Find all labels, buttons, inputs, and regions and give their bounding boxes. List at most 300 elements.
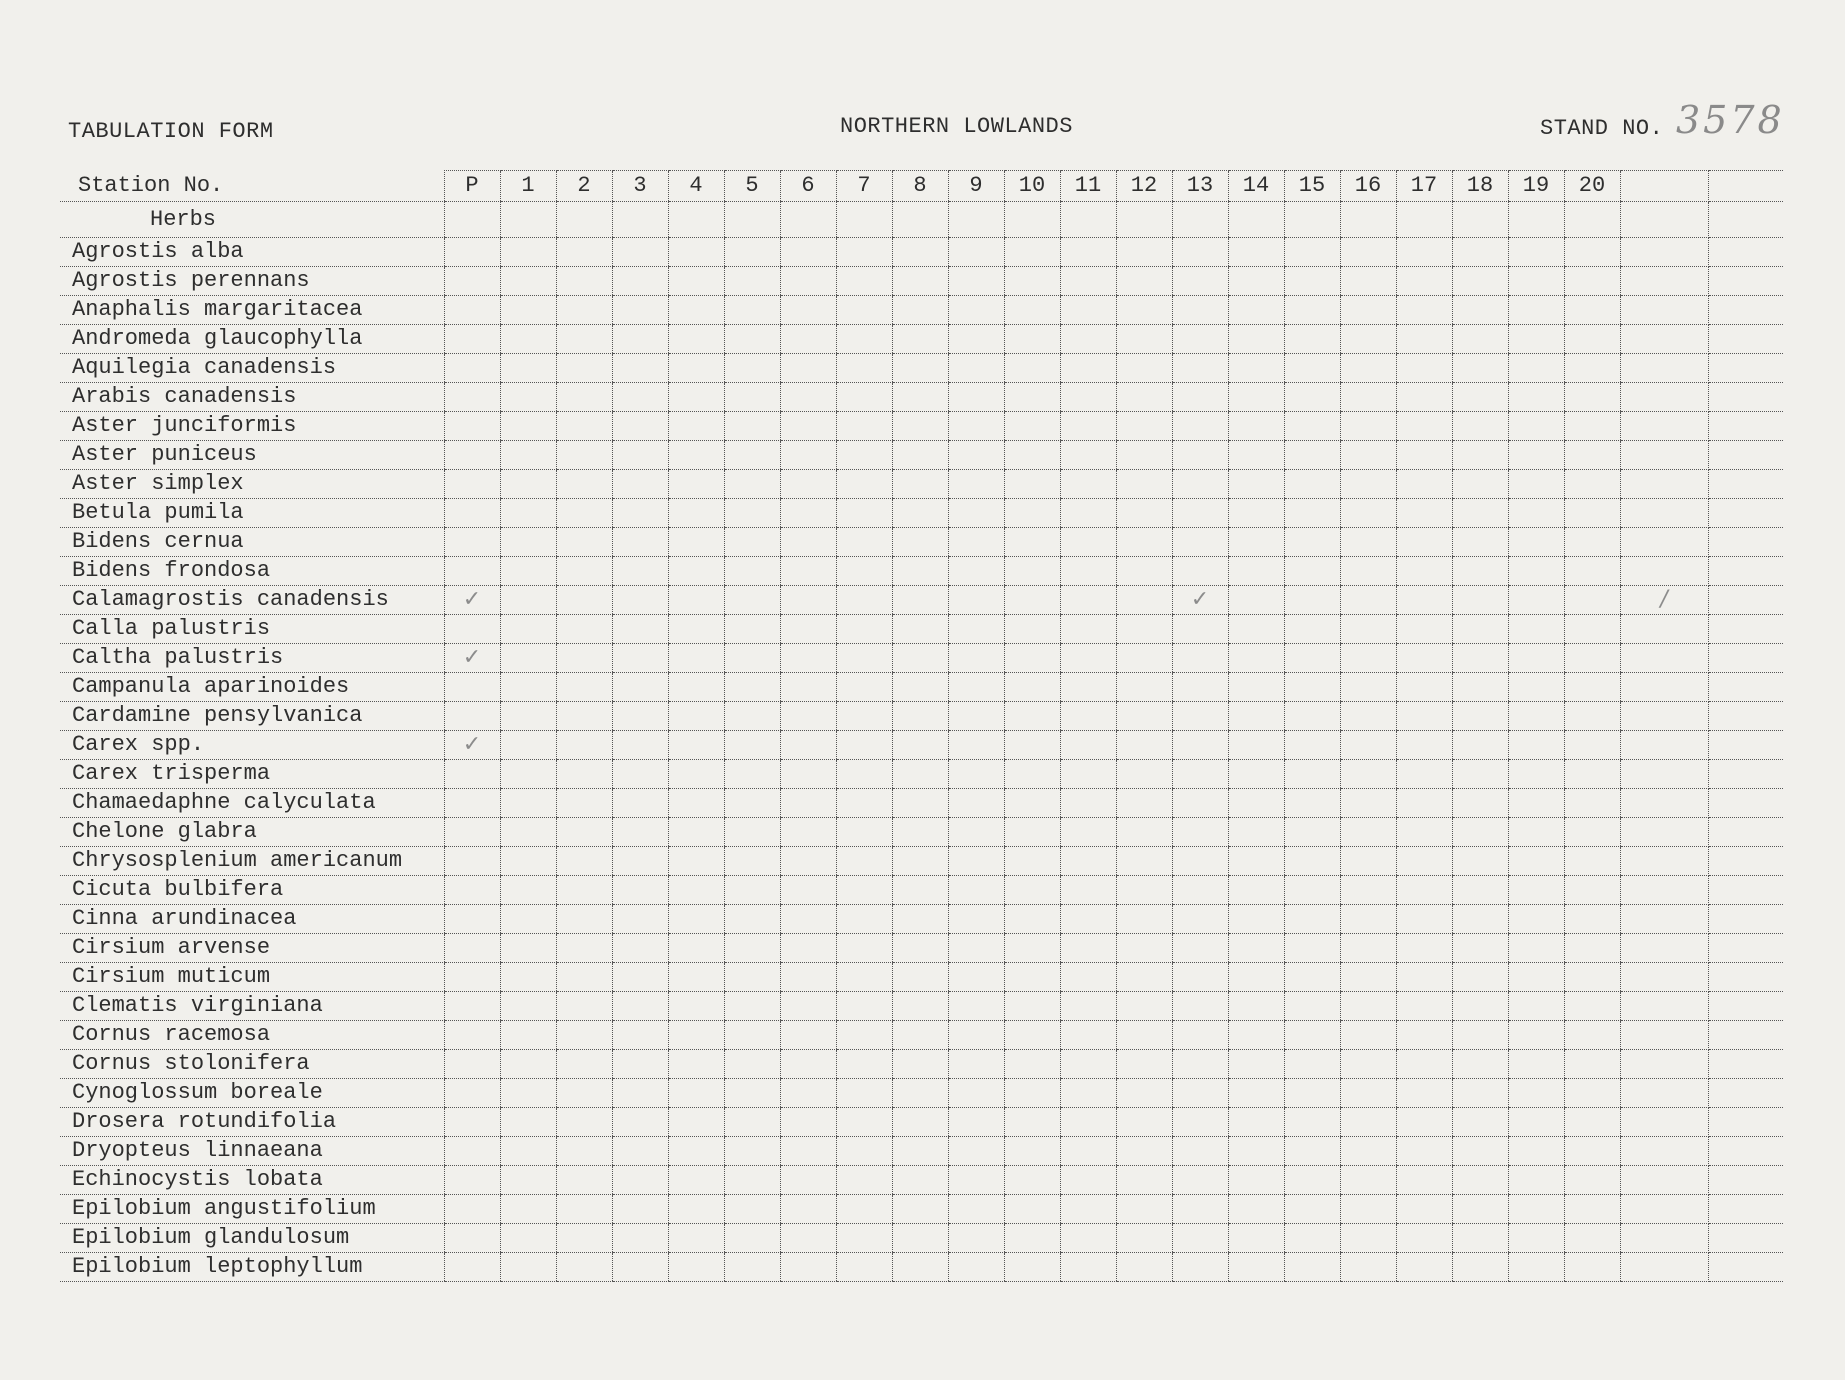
grid-cell: [612, 1108, 668, 1137]
grid-cell: [444, 1137, 500, 1166]
grid-cell: [500, 992, 556, 1021]
grid-cell: [1172, 847, 1228, 876]
grid-cell: [1452, 934, 1508, 963]
grid-cell: [1396, 1108, 1452, 1137]
grid-cell: [1284, 354, 1340, 383]
species-name: Aster junciformis: [60, 412, 444, 441]
table-row: [60, 963, 1783, 992]
grid-cell: [444, 586, 500, 615]
grid-cell: [1396, 702, 1452, 731]
grid-cell: [1060, 202, 1116, 238]
grid-cell: [1340, 586, 1396, 615]
station-column-header: 6: [780, 171, 836, 202]
grid-cell: [1508, 731, 1564, 760]
grid-cell: [1508, 441, 1564, 470]
grid-cell: [1396, 731, 1452, 760]
grid-cell: [724, 1108, 780, 1137]
grid-cell: [780, 1224, 836, 1253]
grid-cell: [1396, 847, 1452, 876]
grid-cell: [1228, 238, 1284, 267]
grid-cell: [556, 876, 612, 905]
grid-cell: [556, 528, 612, 557]
grid-cell: [1708, 644, 1783, 673]
grid-cell: [1620, 1253, 1708, 1282]
grid-cell: [668, 586, 724, 615]
grid-cell: [948, 1079, 1004, 1108]
table-row: [60, 267, 1783, 296]
grid-cell: [1396, 354, 1452, 383]
grid-cell: [1708, 1253, 1783, 1282]
table-row: [60, 876, 1783, 905]
grid-cell: [1004, 1108, 1060, 1137]
grid-cell: [1396, 1021, 1452, 1050]
grid-cell: [444, 267, 500, 296]
grid-cell: [668, 731, 724, 760]
grid-cell: [1004, 760, 1060, 789]
grid-cell: [556, 1195, 612, 1224]
grid-cell: [1060, 1050, 1116, 1079]
grid-cell: [1452, 325, 1508, 354]
grid-cell: [1004, 1137, 1060, 1166]
grid-cell: [780, 238, 836, 267]
grid-cell: [444, 992, 500, 1021]
grid-cell: [780, 876, 836, 905]
grid-cell: [1508, 267, 1564, 296]
grid-cell: [1116, 644, 1172, 673]
grid-cell: [500, 296, 556, 325]
grid-cell: [836, 412, 892, 441]
grid-cell: [500, 528, 556, 557]
station-header-row: [60, 171, 1783, 202]
grid-cell: [1172, 1079, 1228, 1108]
species-name: Arabis canadensis: [60, 383, 444, 412]
grid-cell: [1340, 325, 1396, 354]
grid-cell: [1228, 789, 1284, 818]
grid-cell: [1228, 876, 1284, 905]
grid-cell: [1172, 499, 1228, 528]
grid-cell: [500, 789, 556, 818]
grid-cell: [668, 383, 724, 412]
grid-cell: [1620, 934, 1708, 963]
grid-cell: [556, 383, 612, 412]
grid-cell: [612, 267, 668, 296]
grid-cell: [668, 876, 724, 905]
grid-cell: [1708, 528, 1783, 557]
grid-cell: [1228, 1021, 1284, 1050]
grid-cell: [948, 1166, 1004, 1195]
grid-cell: [724, 963, 780, 992]
grid-cell: [724, 1195, 780, 1224]
grid-cell: [1508, 202, 1564, 238]
grid-cell: [1116, 441, 1172, 470]
grid-cell: [1564, 847, 1620, 876]
grid-cell: [1116, 760, 1172, 789]
species-name: Caltha palustris: [60, 644, 444, 673]
grid-cell: [1452, 673, 1508, 702]
grid-cell: [1060, 383, 1116, 412]
grid-cell: [1116, 1108, 1172, 1137]
grid-cell: [1228, 673, 1284, 702]
grid-cell: [1284, 441, 1340, 470]
station-column-header: 18: [1452, 171, 1508, 202]
grid-cell: [948, 586, 1004, 615]
grid-cell: [1172, 202, 1228, 238]
table-row: [60, 1253, 1783, 1282]
grid-cell: [612, 934, 668, 963]
grid-cell: [1708, 586, 1783, 615]
grid-cell: [1564, 1079, 1620, 1108]
grid-cell: [1620, 470, 1708, 499]
grid-cell: [1172, 1050, 1228, 1079]
grid-cell: [1564, 441, 1620, 470]
grid-cell: [1396, 1137, 1452, 1166]
tally-mark: /: [1660, 587, 1668, 612]
grid-cell: [556, 644, 612, 673]
grid-cell: [836, 702, 892, 731]
grid-cell: [556, 615, 612, 644]
grid-cell: [948, 934, 1004, 963]
grid-cell: [500, 1050, 556, 1079]
station-column-header: 1: [500, 171, 556, 202]
grid-cell: [780, 847, 836, 876]
table-row: [60, 1021, 1783, 1050]
grid-cell: [556, 1253, 612, 1282]
table-row: [60, 470, 1783, 499]
species-name: Cirsium arvense: [60, 934, 444, 963]
grid-cell: [1340, 702, 1396, 731]
species-name: Epilobium angustifolium: [60, 1195, 444, 1224]
grid-cell: [1284, 876, 1340, 905]
grid-cell: [1396, 963, 1452, 992]
grid-cell: [892, 470, 948, 499]
grid-cell: [836, 354, 892, 383]
grid-cell: [892, 760, 948, 789]
grid-cell: [836, 818, 892, 847]
species-name: Bidens frondosa: [60, 557, 444, 586]
grid-cell: [780, 905, 836, 934]
grid-cell: [1172, 876, 1228, 905]
grid-cell: [1452, 238, 1508, 267]
species-name: Aquilegia canadensis: [60, 354, 444, 383]
grid-cell: [1452, 412, 1508, 441]
grid-cell: [500, 354, 556, 383]
grid-cell: [1708, 1050, 1783, 1079]
grid-cell: [724, 673, 780, 702]
grid-cell: [948, 702, 1004, 731]
grid-cell: [1060, 876, 1116, 905]
grid-cell: [1004, 876, 1060, 905]
grid-cell: [1340, 528, 1396, 557]
grid-cell: [1060, 847, 1116, 876]
grid-cell: [1564, 731, 1620, 760]
table-row: [60, 1108, 1783, 1137]
grid-cell: [1620, 847, 1708, 876]
grid-cell: [1004, 267, 1060, 296]
grid-cell: [1116, 934, 1172, 963]
grid-cell: [1620, 673, 1708, 702]
table-row: [60, 557, 1783, 586]
grid-cell: [556, 499, 612, 528]
grid-cell: [1284, 905, 1340, 934]
grid-cell: [1396, 789, 1452, 818]
grid-cell: [500, 586, 556, 615]
grid-cell: [1228, 383, 1284, 412]
grid-cell: [1340, 1166, 1396, 1195]
grid-cell: [1452, 202, 1508, 238]
grid-cell: [1284, 325, 1340, 354]
grid-cell: [444, 1224, 500, 1253]
species-name: Carex spp.: [60, 731, 444, 760]
grid-cell: [1060, 934, 1116, 963]
grid-cell: [1228, 760, 1284, 789]
grid-cell: [1452, 1021, 1508, 1050]
grid-cell: [1060, 615, 1116, 644]
grid-cell: [556, 818, 612, 847]
grid-cell: [1340, 238, 1396, 267]
grid-cell: [780, 789, 836, 818]
grid-cell: [724, 267, 780, 296]
grid-cell: [836, 673, 892, 702]
grid-cell: [1708, 1166, 1783, 1195]
grid-cell: [1172, 934, 1228, 963]
grid-cell: [556, 789, 612, 818]
table-row: [60, 238, 1783, 267]
grid-cell: [1284, 934, 1340, 963]
grid-cell: [1508, 1166, 1564, 1195]
grid-cell: [1172, 818, 1228, 847]
grid-cell: [1708, 789, 1783, 818]
grid-cell: [1060, 1108, 1116, 1137]
grid-cell: [1172, 789, 1228, 818]
grid-cell: [1172, 238, 1228, 267]
form-title: TABULATION FORM: [68, 119, 274, 144]
grid-cell: [1708, 1195, 1783, 1224]
grid-cell: [836, 934, 892, 963]
grid-cell: [948, 615, 1004, 644]
grid-cell: [1340, 202, 1396, 238]
grid-cell: [836, 789, 892, 818]
grid-cell: [1508, 934, 1564, 963]
grid-cell: [1284, 586, 1340, 615]
grid-cell: [668, 1137, 724, 1166]
grid-cell: [1452, 905, 1508, 934]
grid-cell: [892, 1021, 948, 1050]
grid-cell: [556, 202, 612, 238]
grid-cell: [1340, 383, 1396, 412]
grid-cell: [556, 470, 612, 499]
grid-cell: [556, 354, 612, 383]
table-row: [60, 1166, 1783, 1195]
grid-cell: [892, 847, 948, 876]
grid-cell: [780, 412, 836, 441]
grid-cell: [556, 1137, 612, 1166]
tally-mark: ✓: [462, 645, 482, 670]
grid-cell: [612, 499, 668, 528]
table-row: [60, 760, 1783, 789]
grid-cell: [892, 731, 948, 760]
grid-cell: [1004, 1195, 1060, 1224]
grid-cell: [1508, 992, 1564, 1021]
grid-cell: [1340, 499, 1396, 528]
grid-cell: [1004, 731, 1060, 760]
grid-cell: [836, 1079, 892, 1108]
grid-cell: [1620, 1050, 1708, 1079]
grid-cell: [612, 1021, 668, 1050]
grid-cell: [444, 1021, 500, 1050]
grid-cell: [724, 731, 780, 760]
grid-cell: [612, 789, 668, 818]
grid-cell: [1284, 1253, 1340, 1282]
station-column-header: 10: [1004, 171, 1060, 202]
grid-cell: [1452, 876, 1508, 905]
grid-cell: [836, 905, 892, 934]
species-name: Andromeda glaucophylla: [60, 325, 444, 354]
grid-cell: [1340, 412, 1396, 441]
grid-cell: [1060, 1224, 1116, 1253]
grid-cell: [556, 702, 612, 731]
grid-cell: [892, 296, 948, 325]
grid-cell: [892, 586, 948, 615]
grid-cell: [1564, 586, 1620, 615]
grid-cell: [1172, 528, 1228, 557]
grid-cell: [1004, 1021, 1060, 1050]
grid-cell: [1452, 296, 1508, 325]
grid-cell: [724, 470, 780, 499]
grid-cell: [724, 499, 780, 528]
grid-cell: [1116, 354, 1172, 383]
grid-cell: [1284, 1224, 1340, 1253]
grid-cell: [1228, 202, 1284, 238]
grid-cell: [1620, 1137, 1708, 1166]
grid-cell: [1060, 1253, 1116, 1282]
grid-cell: [724, 296, 780, 325]
grid-cell: [1708, 702, 1783, 731]
grid-cell: [1172, 325, 1228, 354]
station-column-header: 3: [612, 171, 668, 202]
grid-cell: [612, 354, 668, 383]
grid-cell: [1452, 789, 1508, 818]
grid-cell: [556, 557, 612, 586]
grid-cell: [780, 1195, 836, 1224]
grid-cell: [1620, 325, 1708, 354]
grid-cell: [1708, 673, 1783, 702]
grid-cell: [1172, 383, 1228, 412]
grid-cell: [1004, 847, 1060, 876]
grid-cell: [892, 325, 948, 354]
grid-cell: [556, 1224, 612, 1253]
grid-cell: [1004, 992, 1060, 1021]
grid-cell: [1508, 644, 1564, 673]
grid-cell: [1708, 876, 1783, 905]
grid-cell: [1564, 354, 1620, 383]
grid-cell: [948, 1108, 1004, 1137]
grid-cell: [500, 202, 556, 238]
grid-cell: [892, 789, 948, 818]
grid-cell: [1564, 325, 1620, 354]
grid-cell: [724, 383, 780, 412]
tally-mark: ✓: [462, 732, 482, 757]
grid-cell: [724, 934, 780, 963]
grid-cell: [1340, 963, 1396, 992]
grid-cell: [1060, 412, 1116, 441]
grid-cell: [1564, 412, 1620, 441]
grid-cell: [892, 557, 948, 586]
grid-cell: [612, 557, 668, 586]
grid-cell: [1508, 1137, 1564, 1166]
grid-cell: [892, 1253, 948, 1282]
grid-cell: [724, 1137, 780, 1166]
grid-cell: [1452, 383, 1508, 412]
grid-cell: [1708, 1021, 1783, 1050]
species-name: Dryopteus linnaeana: [60, 1137, 444, 1166]
grid-cell: [1004, 818, 1060, 847]
grid-cell: [668, 992, 724, 1021]
grid-cell: [1228, 702, 1284, 731]
grid-cell: [500, 238, 556, 267]
stand-number-value: 3578: [1676, 98, 1785, 142]
grid-cell: [1708, 934, 1783, 963]
grid-cell: [1452, 1195, 1508, 1224]
grid-cell: [668, 702, 724, 731]
grid-cell: [1620, 644, 1708, 673]
species-name: Cynoglossum boreale: [60, 1079, 444, 1108]
grid-cell: [780, 934, 836, 963]
grid-cell: [1004, 673, 1060, 702]
grid-cell: [1452, 354, 1508, 383]
grid-cell: [1116, 1079, 1172, 1108]
grid-cell: [556, 934, 612, 963]
grid-cell: [836, 847, 892, 876]
grid-cell: [892, 441, 948, 470]
grid-cell: [836, 644, 892, 673]
grid-cell: [948, 202, 1004, 238]
grid-cell: [1228, 267, 1284, 296]
grid-cell: [612, 1079, 668, 1108]
grid-cell: [612, 528, 668, 557]
grid-cell: [1060, 644, 1116, 673]
grid-cell: [892, 1137, 948, 1166]
grid-cell: [668, 644, 724, 673]
grid-cell: [1508, 1108, 1564, 1137]
grid-cell: [1508, 557, 1564, 586]
grid-cell: [780, 644, 836, 673]
grid-cell: [1004, 1166, 1060, 1195]
species-name: Chelone glabra: [60, 818, 444, 847]
grid-cell: [1708, 354, 1783, 383]
grid-cell: [724, 1253, 780, 1282]
grid-cell: [1396, 905, 1452, 934]
grid-cell: [1396, 1050, 1452, 1079]
grid-cell: [668, 615, 724, 644]
grid-cell: [1116, 1195, 1172, 1224]
grid-cell: [1284, 1108, 1340, 1137]
grid-cell: [1620, 557, 1708, 586]
grid-cell: [500, 557, 556, 586]
grid-cell: [724, 1166, 780, 1195]
grid-cell: [1340, 760, 1396, 789]
grid-cell: [1004, 934, 1060, 963]
grid-cell: [1508, 470, 1564, 499]
grid-cell: [1452, 528, 1508, 557]
grid-cell: [1396, 470, 1452, 499]
station-column-header: 16: [1340, 171, 1396, 202]
station-number-label: Station No.: [60, 171, 444, 202]
grid-cell: [1708, 963, 1783, 992]
grid-cell: [1284, 1050, 1340, 1079]
grid-cell: [1060, 992, 1116, 1021]
grid-cell: [668, 325, 724, 354]
grid-cell: [500, 1021, 556, 1050]
